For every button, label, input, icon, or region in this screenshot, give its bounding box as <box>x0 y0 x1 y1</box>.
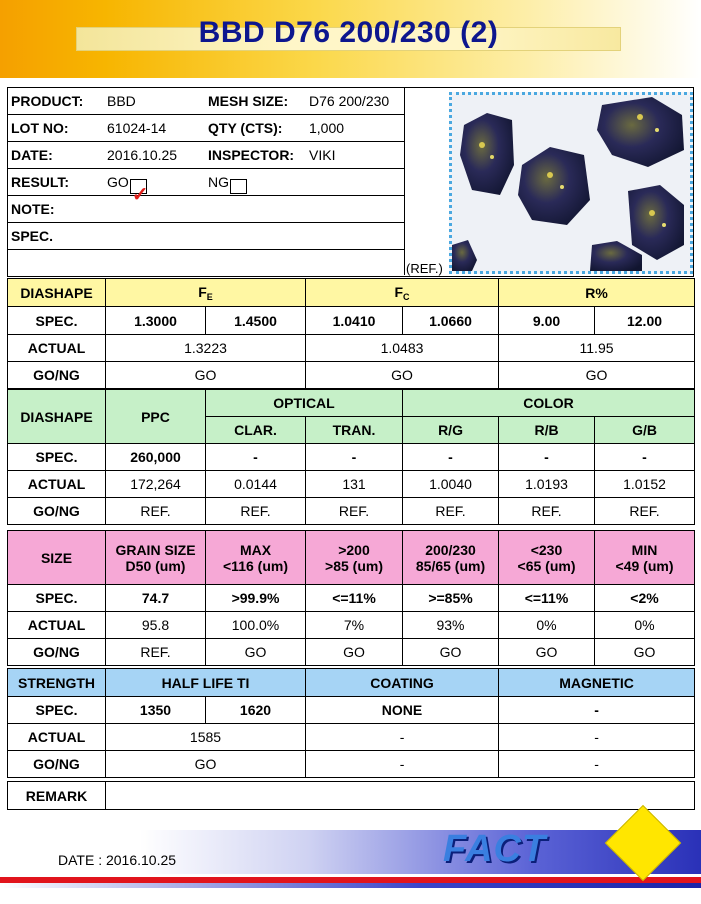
spec-cell: - <box>403 444 499 471</box>
min-header: MIN <49 (um) <box>595 531 695 585</box>
tran-header: TRAN. <box>306 417 403 444</box>
spec-cell: >99.9% <box>206 585 306 612</box>
diamond-crystals-image <box>452 95 690 271</box>
magnetic-header: MAGNETIC <box>499 669 695 697</box>
gong-cell: GO <box>499 362 695 389</box>
spec-label: SPEC. <box>11 228 54 244</box>
strength-table <box>7 668 695 778</box>
ng-option <box>208 174 229 190</box>
remark-label: REMARK <box>8 782 106 810</box>
actual-cell: 1.0040 <box>403 471 499 498</box>
spec-row-label: SPEC. <box>8 585 106 612</box>
gong-cell: GO <box>206 639 306 666</box>
gong-cell: GO <box>306 362 499 389</box>
go-option <box>107 174 149 206</box>
info-fields <box>8 88 405 275</box>
fact-logo: FACT <box>443 828 547 870</box>
gong-cell: REF. <box>595 498 695 525</box>
info-row-date <box>8 142 405 169</box>
ppc-header: PPC <box>106 390 206 444</box>
gong-cell: REF. <box>403 498 499 525</box>
spec-cell: 9.00 <box>499 307 595 335</box>
spec-cell: 1.4500 <box>206 307 306 335</box>
gong-cell: GO <box>306 639 403 666</box>
gong-cell: GO <box>403 639 499 666</box>
result-label: RESULT: <box>11 174 70 190</box>
go-label: GO <box>107 174 129 190</box>
size-table <box>7 530 695 666</box>
spec-cell: - <box>206 444 306 471</box>
range-200-230-header: 200/230 85/65 (um) <box>403 531 499 585</box>
strength-header: STRENGTH <box>8 669 106 697</box>
rb-header: R/B <box>499 417 595 444</box>
actual-cell: 131 <box>306 471 403 498</box>
actual-row-label: ACTUAL <box>8 612 106 639</box>
gong-cell: GO <box>595 639 695 666</box>
fc-header <box>306 279 499 307</box>
actual-cell: 0% <box>499 612 595 639</box>
actual-cell: 95.8 <box>106 612 206 639</box>
crystal-photo <box>449 92 693 274</box>
spec-cell: 1350 <box>106 697 206 724</box>
date-value: 2016.10.25 <box>107 147 178 163</box>
spec-cell: - <box>499 697 695 724</box>
actual-cell: 100.0% <box>206 612 306 639</box>
diashape-header: DIASHAPE <box>8 390 106 444</box>
spec-cell: >=85% <box>403 585 499 612</box>
spec-cell: - <box>499 444 595 471</box>
gong-cell: REF. <box>106 498 206 525</box>
spec-cell: 1.0660 <box>403 307 499 335</box>
info-row-spec <box>8 223 405 250</box>
spec-cell: <=11% <box>306 585 403 612</box>
gong-cell: REF. <box>499 498 595 525</box>
checkmark-icon: ✓ <box>131 184 149 206</box>
spec-cell: 12.00 <box>595 307 695 335</box>
actual-cell: 1585 <box>106 724 306 751</box>
gong-row-label: GO/NG <box>8 362 106 389</box>
actual-row-label: ACTUAL <box>8 724 106 751</box>
gong-row-label: GO/NG <box>8 498 106 525</box>
grain-size-header: GRAIN SIZE D50 (um) <box>106 531 206 585</box>
actual-cell: 1.3223 <box>106 335 306 362</box>
r-header: R% <box>499 279 695 307</box>
spec-row-label: SPEC. <box>8 444 106 471</box>
actual-cell: 1.0152 <box>595 471 695 498</box>
fe-letter: F <box>198 283 207 300</box>
gong-row-label: GO/NG <box>8 639 106 666</box>
gong-cell: GO <box>499 639 595 666</box>
info-row-note <box>8 196 405 223</box>
gong-cell: - <box>306 751 499 778</box>
info-row-lot <box>8 115 405 142</box>
fe-subscript: E <box>206 291 213 302</box>
info-block <box>7 87 694 277</box>
actual-cell: 0% <box>595 612 695 639</box>
coating-header: COATING <box>306 669 499 697</box>
rg-header: R/G <box>403 417 499 444</box>
spec-cell: 1.3000 <box>106 307 206 335</box>
half-life-header: HALF LIFE TI <box>106 669 306 697</box>
actual-cell: 7% <box>306 612 403 639</box>
size-header: SIZE <box>8 531 106 585</box>
actual-row-label: ACTUAL <box>8 335 106 362</box>
ng-label: NG <box>208 174 229 190</box>
date-label: DATE: <box>11 147 53 163</box>
qty-value: 1,000 <box>309 120 345 136</box>
actual-cell: - <box>499 724 695 751</box>
under-230-header: <230 <65 (um) <box>499 531 595 585</box>
gb-header: G/B <box>595 417 695 444</box>
actual-cell: - <box>306 724 499 751</box>
actual-row-label: ACTUAL <box>8 471 106 498</box>
color-header: COLOR <box>403 390 695 417</box>
spec-cell: - <box>595 444 695 471</box>
gong-cell: - <box>499 751 695 778</box>
gong-cell: REF. <box>206 498 306 525</box>
spec-cell: <2% <box>595 585 695 612</box>
optical-header: OPTICAL <box>206 390 403 417</box>
ref-label: (REF.) <box>406 261 443 276</box>
spec-cell: - <box>306 444 403 471</box>
fc-letter: F <box>394 283 404 300</box>
ng-checkbox[interactable] <box>230 179 247 194</box>
footer-blue-stripe <box>0 883 701 888</box>
spec-cell: 260,000 <box>106 444 206 471</box>
mesh-label: MESH SIZE: <box>208 93 289 109</box>
lot-label: LOT NO: <box>11 120 69 136</box>
spec-cell: 1620 <box>206 697 306 724</box>
inspector-value: VIKI <box>309 147 336 163</box>
qty-label: QTY (CTS): <box>208 120 283 136</box>
info-row-product <box>8 88 405 115</box>
gong-cell: GO <box>106 362 306 389</box>
remark-value <box>106 782 695 810</box>
info-row-result <box>8 169 405 206</box>
over-200-header: >200 >85 (um) <box>306 531 403 585</box>
page-title: BBD D76 200/230 (2) <box>198 16 499 49</box>
spec-cell: 1.0410 <box>306 307 403 335</box>
gong-cell: REF. <box>106 639 206 666</box>
remark-table <box>7 781 695 810</box>
gong-cell: GO <box>106 751 306 778</box>
inspector-label: INSPECTOR: <box>208 147 295 163</box>
go-checkbox[interactable] <box>130 179 149 206</box>
actual-cell: 172,264 <box>106 471 206 498</box>
fe-header <box>106 279 306 307</box>
product-label: PRODUCT: <box>11 93 84 109</box>
spec-cell: 74.7 <box>106 585 206 612</box>
diashape-header: DIASHAPE <box>8 279 106 307</box>
product-value: BBD <box>107 93 136 109</box>
mesh-value: D76 200/230 <box>309 93 390 109</box>
actual-cell: 1.0193 <box>499 471 595 498</box>
fc-subscript: C <box>403 291 410 302</box>
spec-cell: <=11% <box>499 585 595 612</box>
diashape-optical-table <box>7 389 695 525</box>
header-banner <box>0 0 701 78</box>
gong-cell: REF. <box>306 498 403 525</box>
max-header: MAX <116 (um) <box>206 531 306 585</box>
actual-cell: 11.95 <box>499 335 695 362</box>
spec-cell: NONE <box>306 697 499 724</box>
gong-row-label: GO/NG <box>8 751 106 778</box>
footer-date: DATE : 2016.10.25 <box>58 852 177 868</box>
actual-cell: 1.0483 <box>306 335 499 362</box>
lot-value: 61024-14 <box>107 120 167 136</box>
diashape-ratio-table <box>7 278 695 389</box>
actual-cell: 0.0144 <box>206 471 306 498</box>
clar-header: CLAR. <box>206 417 306 444</box>
note-label: NOTE: <box>11 201 55 217</box>
spec-row-label: SPEC. <box>8 697 106 724</box>
spec-row-label: SPEC. <box>8 307 106 335</box>
actual-cell: 93% <box>403 612 499 639</box>
